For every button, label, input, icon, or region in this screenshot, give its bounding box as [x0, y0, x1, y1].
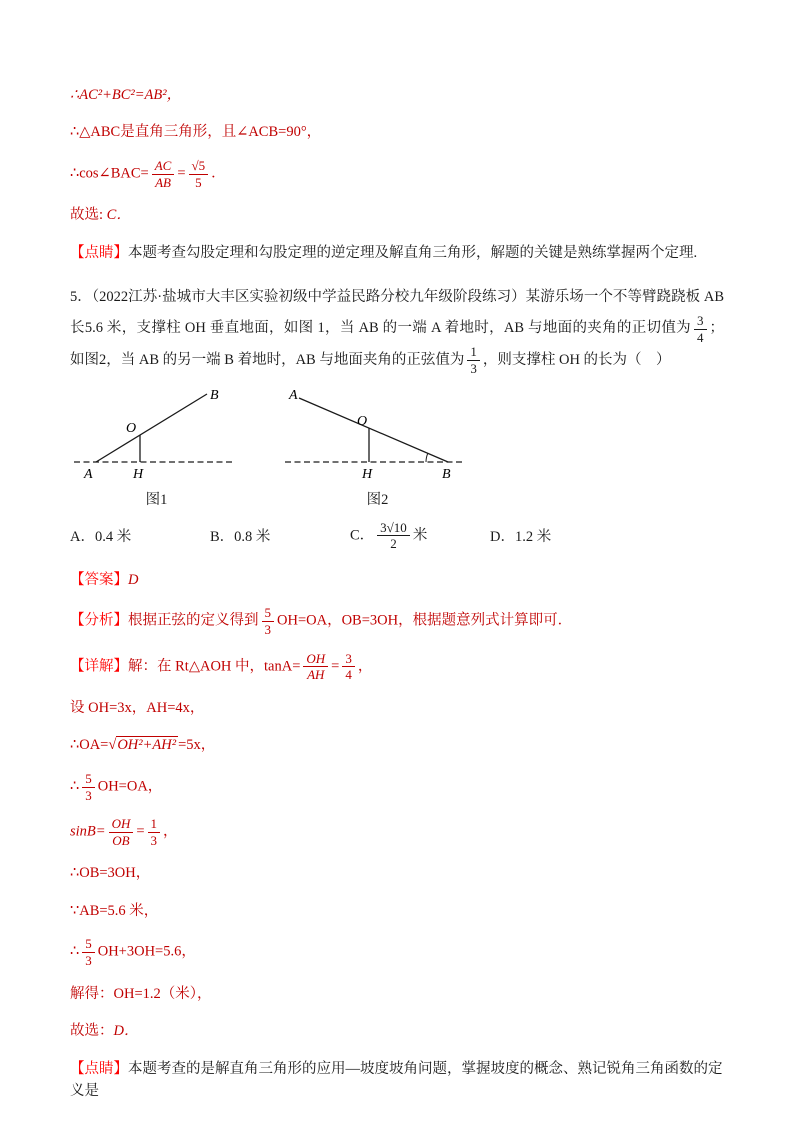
solution-line-5: sinB= $\frac{OH}{OB}$ = $\frac{1}{3}$ ， — [70, 816, 178, 848]
fraction-5-3: $\frac{5}{3}$ — [82, 772, 95, 802]
fraction-5-3: $\frac{5}{3}$ — [82, 937, 95, 967]
problem-text-1: 5．（2022江苏·盐城市大丰区实验初级中学益民路分校九年级阶段练习）某游乐场一个不等臂跷跷板 AB 长5.6 米，支撑柱 OH 垂直地面，如图 1，当 AB 的一端 A 着地时，AB 与地面的夹角的正切值为 — [70, 289, 724, 337]
fraction-ac-ab: $\frac{AC}{AB}$ — [152, 159, 175, 189]
option-c: C． $\frac{3√10}{2}$ 米 — [350, 519, 428, 552]
prev-solution-line-1: ∴AC²+BC²=AB²， — [70, 87, 182, 103]
seesaw-diagram-1 — [74, 386, 239, 484]
seesaw-board — [96, 394, 207, 462]
point-label-b: B — [210, 387, 219, 403]
answer-line — [70, 569, 724, 591]
radical-sign: √ — [108, 737, 117, 754]
point-label-b: B — [442, 466, 451, 482]
figure-2-caption: 图2 — [366, 491, 389, 508]
solution-line-7: ∵AB=5.6 米， — [70, 902, 159, 919]
solution-line-3: ∴OA=√OH²+AH² =5x， — [70, 737, 216, 754]
dianjing-label: 【点睛】 — [70, 244, 128, 261]
chosen-option: C． — [106, 207, 131, 224]
solution-line-1: 【详解】解：在 Rt△AOH 中，tanA= $\frac{OH}{AH}$ = $\frac{3}{4}$ ， — [70, 650, 373, 683]
fraction-3sqrt10-2: $\frac{3√10}{2}$ — [377, 521, 410, 551]
dianjing-label: 【点睛】 — [70, 1060, 128, 1077]
option-a: A．0.4 米 — [70, 529, 132, 546]
solution-line-8: ∴ $\frac{5}{3}$ OH+3OH=5.6， — [70, 936, 196, 969]
seesaw-diagram-2 — [285, 386, 470, 484]
point-label-o: O — [126, 420, 137, 436]
sentence-end: ． — [211, 165, 226, 182]
figure-1-caption: 图1 — [145, 491, 168, 508]
square-root-expression: √OH²+AH² — [108, 737, 177, 754]
figure-1 — [74, 386, 239, 509]
equals-sign: = — [177, 165, 186, 182]
fraction-3-4: $\frac{3}{4}$ — [694, 314, 707, 344]
angle-arc — [426, 453, 428, 462]
point-label-h: H — [133, 466, 144, 482]
dianjing-text: 本题考查勾股定理和勾股定理的逆定理及解直角三角形，解题的关键是熟练掌握两个定理. — [128, 244, 698, 261]
options-row — [70, 521, 724, 551]
fraction-1-3: $\frac{1}{3}$ — [467, 345, 480, 375]
option-b: B．0.8 米 — [210, 529, 271, 546]
fraction-1-3: $\frac{1}{3}$ — [148, 817, 161, 847]
prev-solution-line-3 — [70, 159, 724, 189]
cos-expression-prefix: ∴cos∠BAC= — [70, 165, 149, 182]
solution-line-9: 解得：OH=1.2（米）， — [70, 985, 212, 1002]
figure-2 — [285, 386, 470, 509]
analysis-line: 【分析】根据正弦的定义得到 $\frac{5}{3}$ OH=OA，OB=3OH，根据题意列式计算即可． — [70, 605, 573, 638]
solution-line-10: 故选：D． — [70, 1023, 139, 1040]
prev-dianjing-note — [70, 242, 724, 264]
figures-row — [74, 386, 724, 509]
prev-answer-choice: 故选: C． — [70, 207, 131, 224]
dianjing-text: 本题考查的是解直角三角形的应用—坡度坡角问题，掌握坡度的概念、熟记锐角三角函数的定义是 — [70, 1060, 723, 1100]
point-label-o: O — [357, 413, 368, 429]
fraction-oh-ob: $\frac{OH}{OB}$ — [109, 817, 134, 847]
fraction-oh-ah: $\frac{OH}{AH}$ — [303, 652, 328, 682]
fraction-5-3: $\frac{5}{3}$ — [262, 606, 275, 636]
problem-text-3: ，则支撑柱 OH 的长为（ ） — [482, 351, 671, 368]
fraction-3-4: $\frac{3}{4}$ — [342, 652, 355, 682]
fraction-sqrt5-5: $\frac{√5}{5}$ — [189, 159, 209, 189]
dianjing-note-2 — [70, 1058, 724, 1103]
chosen-option: D． — [113, 1023, 139, 1040]
point-label-a: A — [84, 466, 93, 482]
analysis-label: 【分析】 — [70, 612, 128, 629]
solution-line-2: 设 OH=3x，AH=4x， — [70, 699, 205, 716]
seesaw-board — [299, 398, 448, 462]
prev-solution-line-2: ∴△ABC是直角三角形，且∠ACB=90°， — [70, 124, 322, 141]
point-label-h: H — [362, 466, 373, 482]
answer-value: D — [128, 571, 139, 588]
solution-line-6: ∴OB=3OH， — [70, 865, 151, 882]
point-label-a: A — [289, 387, 298, 403]
option-d: D．1.2 米 — [490, 529, 552, 546]
solution-label: 【详解】 — [70, 658, 128, 675]
solution-line-4: ∴ $\frac{5}{3}$ OH=OA， — [70, 770, 163, 803]
problem-5-statement — [70, 282, 724, 376]
answer-label: 【答案】 — [70, 571, 128, 588]
problem-text-2: ；如图2，当 AB 的另一端 B 着地时，AB 与地面夹角的正弦值为 — [70, 320, 724, 368]
